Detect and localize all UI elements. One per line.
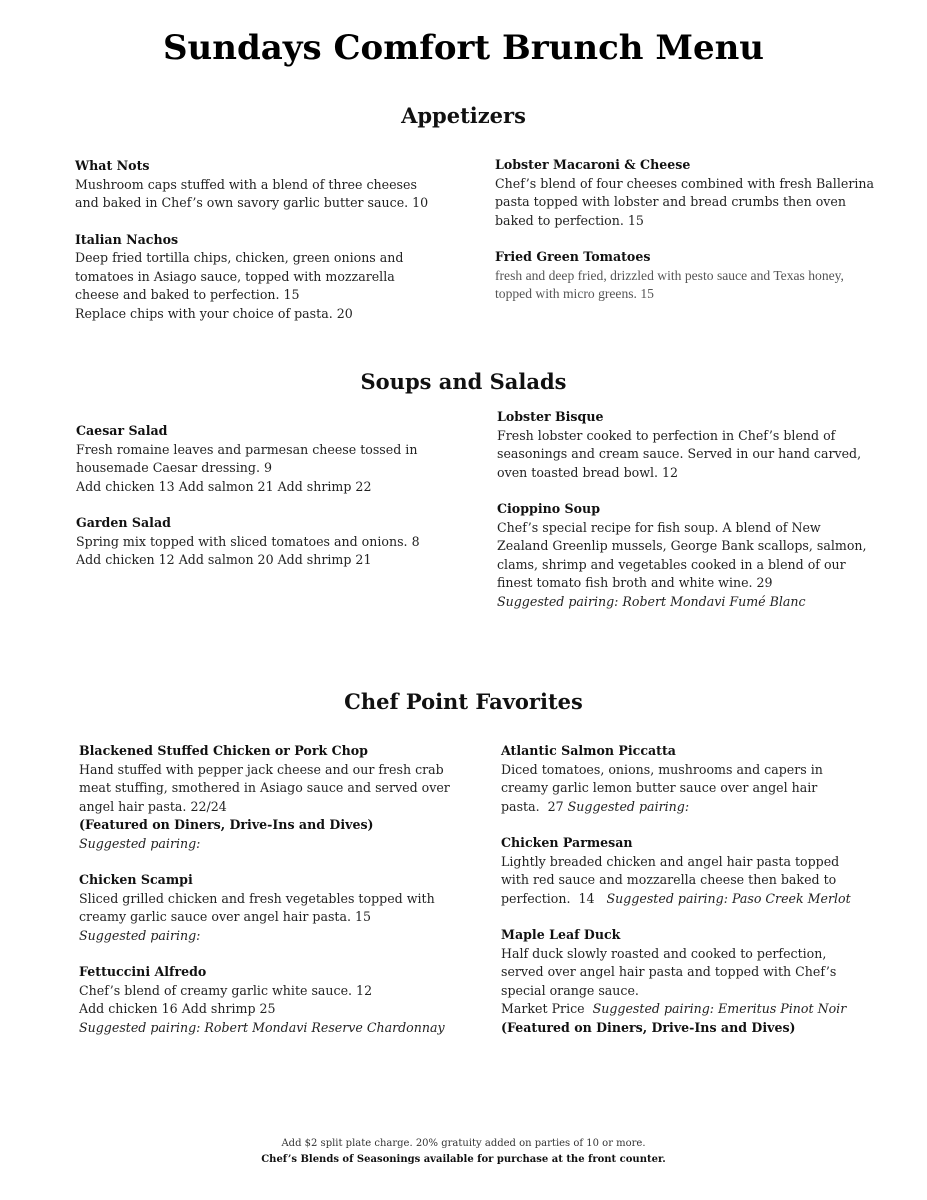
item-description: Fresh romaine leaves and parmesan cheese tossed in xyxy=(76,441,418,457)
item-description: fresh and deep fried, drizzled with pesto sauce and Texas honey, xyxy=(495,267,844,283)
item-description: Mushroom caps stuffed with a blend of three cheeses xyxy=(75,176,417,192)
item-description: finest tomato fish broth and white wine. 29 xyxy=(497,575,773,590)
item-name: Fettuccini Alfredo xyxy=(79,964,207,979)
favorites-left-column xyxy=(79,742,484,1055)
item-description: angel hair pasta. 22/24 xyxy=(79,798,227,814)
item-description: and baked in Chef’s own savory garlic butter sauce. 10 xyxy=(75,195,429,210)
appetizers-right-column xyxy=(495,156,905,322)
menu-item-blackened-stuffed-chicken xyxy=(79,742,484,853)
menu-item-atlantic-salmon-piccatta xyxy=(501,742,911,816)
item-name: Caesar Salad xyxy=(76,423,168,438)
item-addons: Add chicken 13 Add salmon 21 Add shrimp 22 xyxy=(76,478,372,494)
wine-pairing: Suggested pairing: xyxy=(79,927,201,943)
item-name: Chicken Parmesan xyxy=(501,835,633,850)
menu-item-maple-leaf-duck xyxy=(501,926,911,1037)
item-description: Spring mix topped with sliced tomatoes and onions. 8 xyxy=(76,533,420,549)
item-name: Chicken Scampi xyxy=(79,872,193,887)
item-description: cheese and baked to perfection. 15 xyxy=(75,287,300,302)
menu-item-caesar-salad xyxy=(76,422,476,496)
item-description: served over angel hair pasta and topped with Chef’s xyxy=(501,964,837,979)
item-description: meat stuffing, smothered in Asiago sauce and served over xyxy=(79,780,450,795)
item-description: baked to perfection. 15 xyxy=(495,212,644,228)
item-description: Lightly breaded chicken and angel hair pasta topped xyxy=(501,853,840,869)
item-price: pasta. 27 xyxy=(501,798,568,814)
item-name: Italian Nachos xyxy=(75,231,179,247)
item-description: creamy garlic sauce over angel hair pasta. 15 xyxy=(79,909,372,924)
item-name: Lobster Macaroni & Cheese xyxy=(495,157,691,172)
item-price: Market Price xyxy=(501,1001,593,1016)
menu-item-cioppino-soup xyxy=(497,500,907,611)
soups-left-column xyxy=(76,422,476,588)
item-option: Replace chips with your choice of pasta. 20 xyxy=(75,305,353,321)
menu-item-garden-salad xyxy=(76,514,476,570)
item-name: Garden Salad xyxy=(76,515,171,530)
item-addons: Add chicken 12 Add salmon 20 Add shrimp 21 xyxy=(76,552,372,567)
item-description: pasta topped with lobster and bread crumbs then oven xyxy=(495,194,846,209)
appetizers-left-column xyxy=(75,157,475,341)
menu-title: Sundays Comfort Brunch Menu xyxy=(162,28,765,68)
item-description: Fresh lobster cooked to perfection in Chef’s blend of xyxy=(497,427,836,443)
item-description: seasonings and cream sauce. Served in our hand carved, xyxy=(497,446,862,461)
item-name: Fried Green Tomatoes xyxy=(495,249,651,264)
wine-pairing: Suggested pairing: xyxy=(79,835,201,851)
item-description: oven toasted bread bowl. 12 xyxy=(497,464,679,480)
item-name: Atlantic Salmon Piccatta xyxy=(501,743,676,758)
menu-item-what-nots xyxy=(75,157,475,213)
menu-item-lobster-bisque xyxy=(497,408,907,482)
wine-pairing: Suggested pairing: xyxy=(567,798,690,814)
item-description: special orange sauce. xyxy=(501,982,639,998)
item-description: with red sauce and mozzarella cheese then baked to xyxy=(501,872,837,887)
menu-item-italian-nachos xyxy=(75,231,475,324)
section-heading-favorites: Chef Point Favorites xyxy=(344,689,583,714)
item-name: Blackened Stuffed Chicken or Pork Chop xyxy=(79,743,368,758)
item-description: topped with micro greens. 15 xyxy=(495,286,654,301)
item-price-line xyxy=(501,1000,911,1019)
item-description: creamy garlic lemon butter sauce over angel hair xyxy=(501,780,818,795)
item-description: Chef’s blend of creamy garlic white sauce. 12 xyxy=(79,982,373,998)
menu-item-fried-green-tomatoes xyxy=(495,248,905,304)
section-heading-soups-salads: Soups and Salads xyxy=(360,369,567,394)
item-description: Sliced grilled chicken and fresh vegetables topped with xyxy=(79,890,435,906)
menu-item-fettuccini-alfredo xyxy=(79,963,484,1037)
section-heading-appetizers: Appetizers xyxy=(401,103,526,128)
featured-badge: (Featured on Diners, Drive-Ins and Dives) xyxy=(501,1019,796,1035)
item-price-line xyxy=(501,798,911,817)
item-description: Chef’s blend of four cheeses combined with fresh Ballerina xyxy=(495,175,874,191)
wine-pairing: Suggested pairing: Emeritus Pinot Noir xyxy=(592,1001,847,1016)
item-price: perfection. 14 xyxy=(501,890,607,906)
wine-pairing: Suggested pairing: Paso Creek Merlot xyxy=(606,890,851,906)
item-description: Hand stuffed with pepper jack cheese and our fresh crab xyxy=(79,761,444,777)
wine-pairing: Suggested pairing: Robert Mondavi Reserve Chardonnay xyxy=(79,1019,445,1035)
item-description: Deep fried tortilla chips, chicken, green onions and xyxy=(75,250,404,265)
favorites-right-column xyxy=(501,742,911,1055)
item-description: Chef’s special recipe for fish soup. A blend of New xyxy=(497,519,821,535)
item-addons: Add chicken 16 Add shrimp 25 xyxy=(79,1001,276,1016)
item-description: tomatoes in Asiago sauce, topped with mozzarella xyxy=(75,268,395,284)
footer-seasonings-note: Chef’s Blends of Seasonings available for purchase at the front counter. xyxy=(261,1154,666,1165)
item-name: Cioppino Soup xyxy=(497,501,601,516)
menu-item-chicken-scampi xyxy=(79,871,484,945)
featured-badge: (Featured on Diners, Drive-Ins and Dives) xyxy=(79,817,374,832)
soups-right-column xyxy=(497,408,907,629)
item-price-line xyxy=(501,890,911,909)
footer xyxy=(0,1136,927,1168)
item-description: housemade Caesar dressing. 9 xyxy=(76,460,272,475)
footer-policy: Add $2 split plate charge. 20% gratuity added on parties of 10 or more. xyxy=(281,1138,646,1149)
menu-item-lobster-mac-cheese xyxy=(495,156,905,230)
item-description: clams, shrimp and vegetables cooked in a blend of our xyxy=(497,556,846,572)
menu-item-chicken-parmesan xyxy=(501,834,911,908)
item-name: What Nots xyxy=(75,158,150,173)
item-description: Zealand Greenlip mussels, George Bank scallops, salmon, xyxy=(497,538,867,553)
item-description: Diced tomatoes, onions, mushrooms and capers in xyxy=(501,761,823,777)
item-name: Lobster Bisque xyxy=(497,409,604,424)
item-name: Maple Leaf Duck xyxy=(501,927,621,942)
wine-pairing: Suggested pairing: Robert Mondavi Fumé Blanc xyxy=(497,593,806,609)
item-description: Half duck slowly roasted and cooked to perfection, xyxy=(501,945,827,961)
